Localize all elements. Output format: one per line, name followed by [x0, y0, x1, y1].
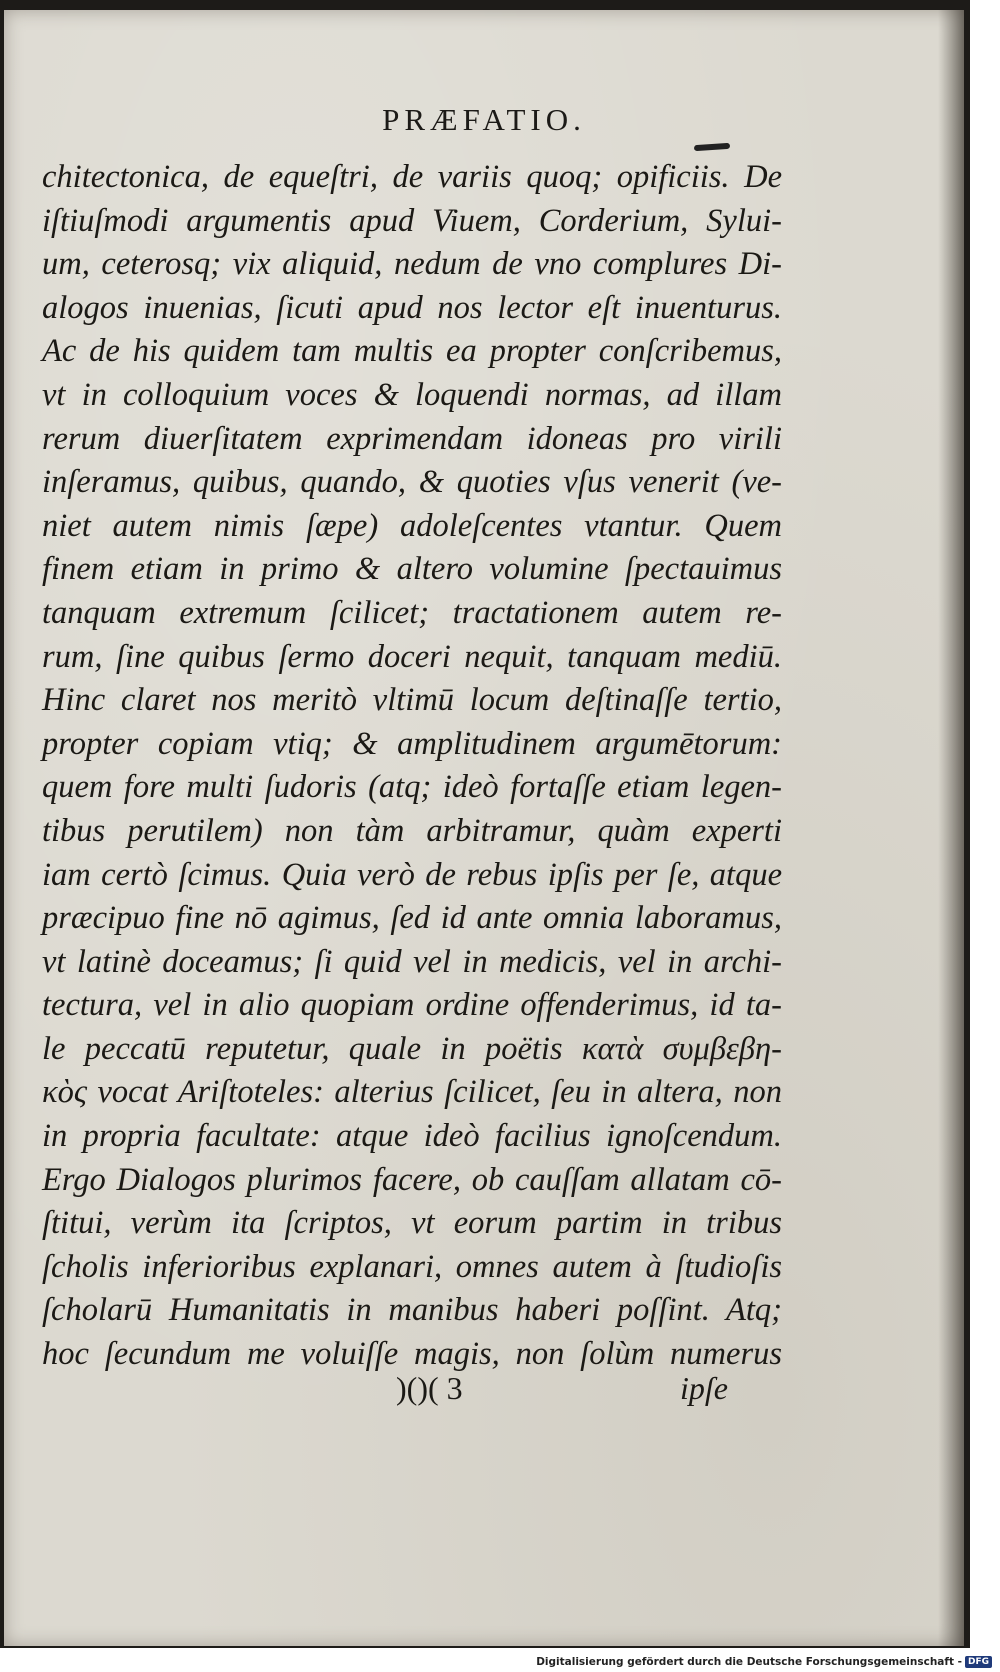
text-line: alogos inuenias, ſicuti apud nos lector eſt inuenturus. [42, 289, 782, 326]
text-line: Ac de his quidem tam multis ea propter conſcribemus, [42, 333, 782, 370]
text-line: tectura, vel in alio quopiam ordine offenderimus, id ta- [42, 987, 782, 1024]
text-line: iam certò ſcimus. Quia verò de rebus ipſis per ſe, atque [42, 856, 782, 893]
text-line: rerum diuerſitatem exprimendam idoneas pro virili [42, 420, 782, 457]
catchword: ipſe [680, 1370, 728, 1406]
text-line: vt latinè doceamus; ſi quid vel in medicis, vel in archi- [42, 943, 782, 980]
text-line: ſcholarū Humanitatis in manibus haberi poſſint. Atq; [42, 1292, 782, 1329]
running-head: PRÆFATIO. [382, 102, 586, 137]
text-line: iſtiuſmodi argumentis apud Viuem, Corderium, Sylui- [42, 202, 782, 239]
digitization-credit [536, 1656, 992, 1668]
text-line: præcipuo fine nō agimus, ſed id ante omnia laboramus, [42, 900, 782, 937]
page-footer [4, 1370, 964, 1420]
text-line: ſtitui, verùm ita ſcriptos, vt eorum partim in tribus [42, 1205, 782, 1242]
text-line: tanquam extremum ſcilicet; tractationem autem re- [42, 594, 782, 631]
text-line: hoc ſecundum me voluiſſe magis, non ſolùm numerus [42, 1336, 782, 1373]
text-line: finem etiam in primo & altero volumine ſpectauimus [42, 551, 782, 588]
text-line: ſcholis inferioribus explanari, omnes autem à ſtudioſis [42, 1248, 782, 1285]
credit-text: Digitalisierung gefördert durch die Deutsche Forschungsgemeinschaft - [536, 1656, 962, 1668]
text-line: in propria facultate: atque ideò facilius ignoſcendum. [42, 1118, 782, 1155]
text-line: um, ceterosq; vix aliquid, nedum de vno complures Di- [42, 246, 782, 283]
text-line: propter copiam vtiq; & amplitudinem argumētorum: [42, 725, 782, 762]
text-line: Hinc claret nos meritò vltimū locum deſtinaſſe tertio, [42, 682, 782, 719]
text-line: quem fore multi ſudoris (atq; ideò fortaſſe etiam legen- [42, 769, 782, 806]
ink-mark [694, 143, 730, 151]
text-line: chitectonica, de equeſtri, de variis quoq; opificiis. De [42, 159, 782, 195]
text-line: le peccatū reputetur, quale in poëtis κατὰ συμβεβη- [42, 1030, 782, 1067]
text-line: vt in colloquium voces & loquendi normas, ad illam [42, 376, 782, 413]
book-page [4, 10, 964, 1646]
text-line: inſeramus, quibus, quando, & quoties vſus venerit (ve- [42, 464, 782, 501]
text-line: rum, ſine quibus ſermo doceri nequit, tanquam mediū. [42, 638, 782, 675]
text-line: Ergo Dialogos plurimos facere, ob cauſſam allatam cō- [42, 1161, 782, 1198]
body-text [42, 156, 782, 1377]
signature-mark: )()( 3 [396, 1370, 463, 1406]
text-line: tibus perutilem) non tàm arbitramur, quàm experti [42, 812, 782, 849]
dfg-logo: DFG [965, 1656, 992, 1668]
text-line: niet autem nimis ſæpe) adoleſcentes vtantur. Quem [42, 507, 782, 544]
text-line: κὸς vocat Ariſtoteles: alterius ſcilicet, ſeu in altera, non [42, 1074, 782, 1111]
